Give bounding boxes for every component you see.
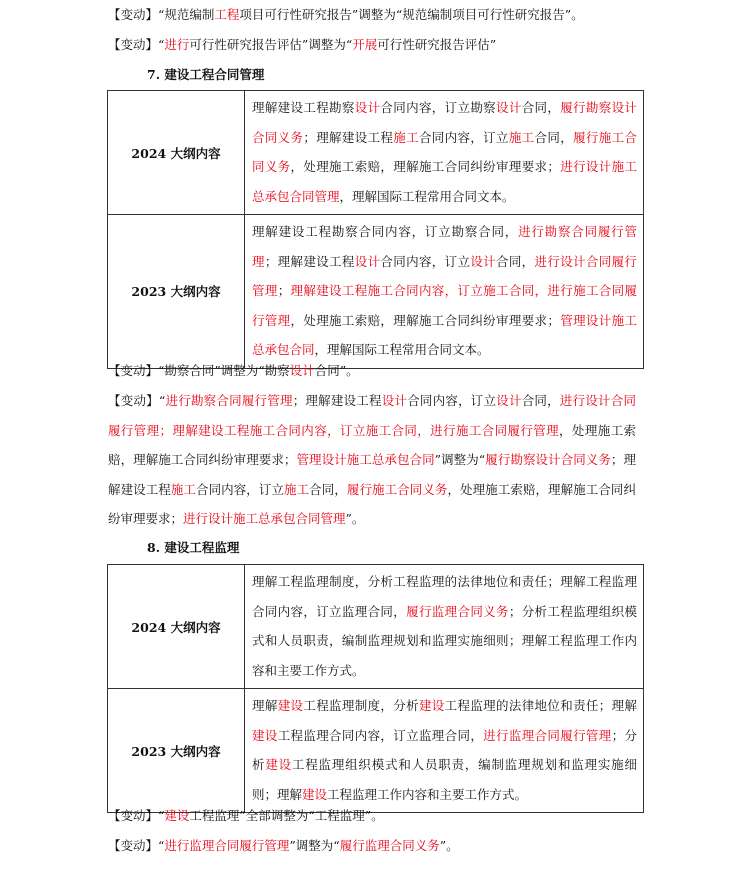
highlighted-text: 施工 xyxy=(284,481,310,497)
text-run: 理解建设工程勘察 xyxy=(252,100,355,115)
text-run: 合同内容，订立勘察 xyxy=(380,100,496,115)
text-run: 合同内容，订立 xyxy=(418,129,509,145)
text-run: ，理解国际工程常用合同文本。 xyxy=(314,342,490,357)
highlighted-text: 施工 xyxy=(508,129,535,145)
row-content xyxy=(245,565,644,689)
text-run: ；理解建设工程 xyxy=(292,393,382,408)
highlighted-text: 进行设计合同履行管理；理解建设工程施工合同内容，订立施工合同，进行施工合同履行管理 xyxy=(108,393,636,438)
row-label: 2024 大纲内容 xyxy=(108,91,245,215)
highlighted-text: 履行监理合同义务 xyxy=(339,838,440,853)
highlighted-text: 建设 xyxy=(164,808,190,823)
text-run: 合同， xyxy=(534,129,574,145)
text-run: 可行性研究报告评估” xyxy=(377,37,497,52)
text-run: “规范编制 xyxy=(158,7,215,22)
highlighted-text: 开展 xyxy=(352,37,378,52)
highlighted-text: 建设 xyxy=(265,757,292,772)
text-run: ”调整为“ xyxy=(289,838,340,853)
table-row xyxy=(108,91,644,215)
change-note xyxy=(108,386,636,534)
text-run: “ xyxy=(158,808,165,823)
text-run: ，理解国际工程常用合同文本。 xyxy=(339,188,515,204)
highlighted-text: 设计 xyxy=(496,393,522,408)
text-run: ；分析工程监理组织模式和人员职责，编制监理规划和监理实施细则；理解工程监理工作内容和主要工作方式。 xyxy=(252,603,637,678)
text-run: 工程监理工作内容和主要工作方式。 xyxy=(327,786,528,802)
text-run: ；理解建设工程 xyxy=(264,253,355,269)
text-run: ，处理施工索赔，理解施工合同纠纷审理要求； xyxy=(108,422,636,467)
text-run: 可行性研究报告评估”调整为“ xyxy=(189,37,353,52)
highlighted-text: 履行施工合同义务 xyxy=(346,481,448,497)
text-run: “ xyxy=(158,838,165,853)
row-content xyxy=(245,689,644,813)
text-run: ，处理施工索赔，理解施工合同纠纷审理要求； xyxy=(290,312,560,328)
text-run: 合同内容，订立 xyxy=(380,253,471,269)
highlighted-text: 履行施工合同义务 xyxy=(252,129,637,174)
change-note xyxy=(108,361,359,381)
highlighted-text: 进行设计施工总承包合同管理 xyxy=(252,159,637,204)
row-label: 2024 大纲内容 xyxy=(108,565,245,689)
highlighted-text: 履行监理合同义务 xyxy=(406,603,509,619)
highlighted-text: 理解建设工程施工合同内容，订立施工合同，进行施工合同履行管理 xyxy=(252,283,637,328)
text-run: 合同， xyxy=(496,253,535,269)
change-tag: 【变动】 xyxy=(108,393,159,408)
row-content xyxy=(245,215,644,369)
text-run: 合同， xyxy=(521,393,560,408)
highlighted-text: 建设 xyxy=(418,698,445,713)
text-run: “ xyxy=(158,37,165,52)
highlighted-text: 进行监理合同履行管理 xyxy=(483,727,612,743)
text-run: 合同内容，订立 xyxy=(196,481,285,497)
section-heading: 7. 建设工程合同管理 xyxy=(147,67,265,82)
text-run: 理解工程监理制度，分析工程监理的法律地位和责任；理解工程监理合同内容，订立监理合同， xyxy=(252,574,637,619)
change-note xyxy=(108,35,496,55)
highlighted-text: 工程 xyxy=(214,7,240,22)
highlighted-text: 进行 xyxy=(164,37,190,52)
change-tag: 【变动】 xyxy=(108,838,159,853)
text-run: 合同”。 xyxy=(314,363,359,378)
text-run: ； xyxy=(277,283,291,298)
highlighted-text: 进行设计施工总承包合同管理 xyxy=(183,511,346,526)
change-note xyxy=(108,5,584,25)
text-run: 工程监理的法律地位和责任；理解 xyxy=(444,698,637,713)
highlighted-text: 施工 xyxy=(393,129,419,145)
highlighted-text: 设计 xyxy=(381,393,408,408)
row-content xyxy=(245,91,644,215)
row-label: 2023 大纲内容 xyxy=(108,215,245,369)
highlighted-text: 进行勘察合同履行管理 xyxy=(165,393,293,408)
text-run: “勘察合同”调整为“勘察 xyxy=(158,363,290,378)
text-run: ”。 xyxy=(345,511,365,526)
change-note xyxy=(108,806,384,826)
syllabus-comparison-table xyxy=(107,90,644,369)
change-tag: 【变动】 xyxy=(108,37,159,52)
section-heading: 8. 建设工程监理 xyxy=(147,540,240,555)
table-row xyxy=(108,689,644,813)
table-row xyxy=(108,565,644,689)
text-run: ，处理施工索赔，理解施工合同纠纷审理要求； xyxy=(108,481,636,526)
highlighted-text: 履行勘察设计合同义务 xyxy=(252,100,637,145)
table-row xyxy=(108,215,644,369)
change-note xyxy=(108,836,459,856)
text-run: 工程监理合同内容，订立监理合同， xyxy=(277,727,484,743)
row-label: 2023 大纲内容 xyxy=(108,689,245,813)
highlighted-text: 管理设计施工总承包合同 xyxy=(296,452,435,467)
change-tag: 【变动】 xyxy=(108,363,159,378)
highlighted-text: 设计 xyxy=(470,253,496,269)
highlighted-text: 管理设计施工总承包合同 xyxy=(252,312,637,357)
text-run: ；分析 xyxy=(252,727,637,772)
text-run: 工程监理组织模式和人员职责，编制监理规划和监理实施细则；理解 xyxy=(252,757,637,802)
highlighted-text: 履行勘察设计合同义务 xyxy=(485,452,611,467)
highlighted-text: 设计 xyxy=(496,100,522,115)
text-run: 合同， xyxy=(309,481,347,497)
text-run: 项目可行性研究报告”调整为“规范编制项目可行性研究报告”。 xyxy=(239,7,584,22)
text-run: 合同， xyxy=(521,100,561,115)
text-run: ；理解建设工程 xyxy=(108,452,636,497)
highlighted-text: 设计 xyxy=(354,253,381,269)
text-run: “ xyxy=(158,393,166,408)
highlighted-text: 施工 xyxy=(170,481,197,497)
highlighted-text: 进行勘察合同履行管理 xyxy=(252,224,637,269)
change-tag: 【变动】 xyxy=(108,7,159,22)
change-tag: 【变动】 xyxy=(108,808,159,823)
highlighted-text: 建设 xyxy=(277,698,304,713)
highlighted-text: 设计 xyxy=(354,100,381,115)
highlighted-text: 设计 xyxy=(289,363,315,378)
highlighted-text: 建设 xyxy=(252,727,278,743)
text-run: 工程监理制度，分析 xyxy=(303,698,419,713)
text-run: 理解 xyxy=(252,698,278,713)
highlighted-text: 进行监理合同履行管理 xyxy=(164,838,290,853)
text-run: 合同内容，订立 xyxy=(407,393,497,408)
text-run: 理解建设工程勘察合同内容，订立勘察合同， xyxy=(252,224,519,239)
text-run: ，处理施工索赔，理解施工合同纠纷审理要求； xyxy=(290,159,560,174)
text-run: ”调整为“ xyxy=(434,452,486,467)
syllabus-comparison-table xyxy=(107,564,644,813)
text-run: ”。 xyxy=(439,838,459,853)
text-run: ；理解建设工程 xyxy=(303,129,394,145)
highlighted-text: 进行设计合同履行管理 xyxy=(252,253,637,298)
text-run: 工程监理”全部调整为“工程监理”。 xyxy=(189,808,384,823)
highlighted-text: 建设 xyxy=(302,786,328,802)
